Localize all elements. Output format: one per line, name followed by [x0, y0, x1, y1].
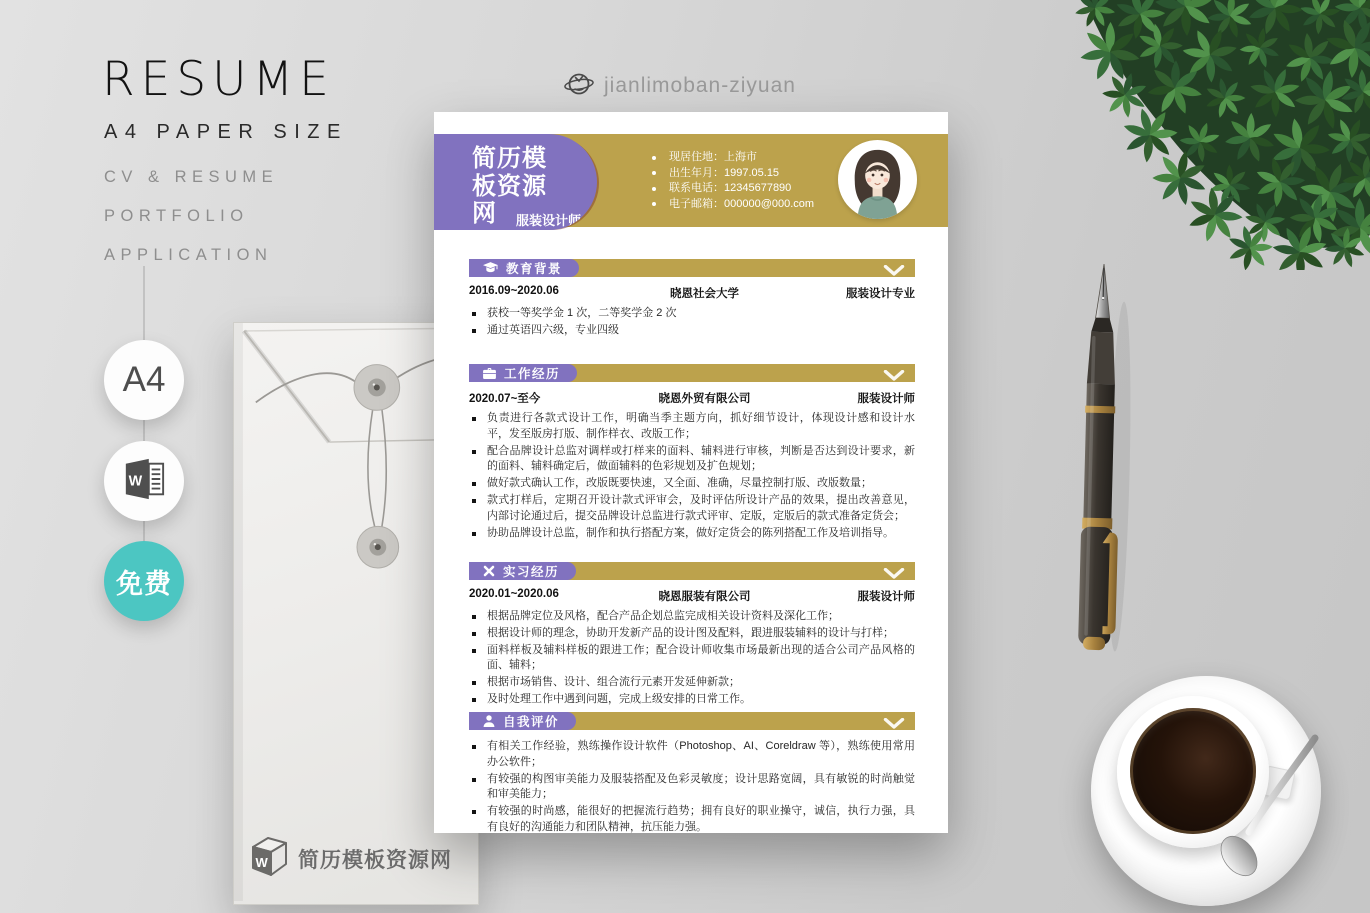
poster-subtitle: A4 PAPER SIZE: [104, 121, 348, 143]
bullet-item: 根据设计师的理念，协助开发新产品的设计图及配料，跟进服装辅料的设计与打样；: [469, 626, 915, 642]
bullet-dot-icon: [652, 202, 656, 206]
graduation-cap-icon: [483, 262, 498, 274]
cube-w-icon: [246, 833, 290, 884]
bullet-item: 获校一等奖学金 1 次，二等奖学金 2 次: [469, 306, 915, 322]
entry-role: 服装设计师: [857, 591, 915, 603]
bullet-item: 做好款式确认工作，改版既要快速，又全面、准确，尽量控制打版、改版数量；: [469, 476, 915, 492]
section-header-bar: [469, 712, 915, 730]
poster-line-portfolio: PORTFOLIO: [104, 207, 249, 225]
poster-line-application: APPLICATION: [104, 246, 273, 264]
entry-role: 服装设计专业: [846, 288, 915, 300]
site-logo-text: 简历模板资源网: [298, 848, 452, 872]
bullet-item: 有较强的时尚感，能很好的把握流行趋势；拥有良好的职业操守，诚信，执行力强，具有良好的沟通能力和团队精神，抗压能力强。: [469, 804, 915, 836]
plant-decoration: [1065, 0, 1370, 270]
section-internship: [469, 562, 915, 709]
entry-role: 服装设计师: [857, 393, 915, 405]
bullet-dot-icon: [652, 187, 656, 191]
entry-organization: 晓恩服装有限公司: [658, 591, 751, 603]
brand-text: jianlimoban-ziyuan: [604, 74, 796, 97]
section-self-evaluation: [469, 712, 915, 837]
coffee-cup-decoration: [1091, 676, 1321, 906]
section-title: 自我评价: [503, 715, 560, 729]
contact-text: 电子邮箱：000000@000.com: [669, 197, 815, 210]
entry-organization: 晓恩社会大学: [670, 288, 739, 300]
chevron-down-icon: [883, 263, 905, 281]
site-logo: [246, 833, 452, 884]
contact-text: 联系电话：12345677890: [669, 182, 792, 194]
bullet-item: 协助品牌设计总监，制作和执行搭配方案，做好定货会的陈列搭配工作及培训指导。: [469, 526, 915, 542]
section-header-bar: [469, 259, 915, 277]
badge-word: [104, 441, 184, 521]
avatar: [838, 140, 917, 219]
poster-title: RESUME: [102, 52, 335, 107]
section-title-pill: [469, 364, 577, 382]
svg-text:W: W: [255, 855, 268, 870]
poster-line-cv-resume: CV & RESUME: [104, 168, 279, 186]
bullet-list: [469, 306, 915, 339]
entry-period: 2020.07~至今: [469, 393, 541, 405]
brand-logo: [564, 70, 796, 102]
bullet-item: 有较强的构图审美能力及服装搭配及色彩灵敏度；设计思路宽阔，具有敏锐的时尚触觉和审美能力；: [469, 772, 915, 804]
resume-page: [434, 112, 948, 833]
fountain-pen-decoration: [1062, 256, 1136, 656]
section-title: 实习经历: [503, 565, 560, 579]
section-entry-row: [469, 588, 915, 604]
bullet-list: [469, 411, 915, 541]
bullet-item: 及时处理工作中遇到问题，完成上级安排的日常工作。: [469, 692, 915, 708]
planet-icon: [564, 70, 594, 102]
bullet-item: 面料样板及辅料样板的跟进工作；配合设计师收集市场最新出现的适合公司产品风格的面、辅料；: [469, 643, 915, 675]
section-title: 工作经历: [504, 367, 561, 381]
section-entry-row: [469, 390, 915, 406]
badge-a4: A4: [104, 340, 184, 420]
bullet-item: 有相关工作经验，熟练操作设计软件（Photoshop、AI、Coreldraw 等），熟练使用常用办公软件；: [469, 739, 915, 771]
bullet-list: [469, 739, 915, 836]
bullet-item: 配合品牌设计总监对调样或打样来的面料、辅料进行审核，判断是否达到设计要求，新的面料、辅料确定后，做面辅料的色彩规划及扩色规划；: [469, 444, 915, 476]
bullet-item: 根据品牌定位及风格，配合产品企划总监完成相关设计资料及深化工作；: [469, 609, 915, 625]
entry-period: 2020.01~2020.06: [469, 588, 559, 600]
watermark-text: 简历模板资源网: [472, 145, 547, 227]
briefcase-icon: [483, 368, 496, 379]
word-logo-icon: [120, 457, 168, 506]
bullet-item: 根据市场销售、设计、组合流行元素开发延伸新款；: [469, 675, 915, 691]
chevron-down-icon: [883, 566, 905, 584]
section-title: 教育背景: [506, 262, 563, 276]
section-work: [469, 364, 915, 542]
section-entry-row: [469, 285, 915, 301]
badge-free: 免费: [104, 541, 184, 621]
bullet-item: 负责进行各款式设计工作，明确当季主题方向，抓好细节设计，体现设计感和设计水平，发至版房打版、制作样衣、改版工作；: [469, 411, 915, 443]
bullet-dot-icon: [652, 156, 656, 160]
section-header-bar: [469, 364, 915, 382]
person-icon: [483, 715, 495, 727]
section-title-pill: [469, 259, 579, 277]
entry-organization: 晓恩外贸有限公司: [658, 393, 751, 405]
contact-text: 现居住地：上海市: [669, 151, 757, 163]
svg-text:W: W: [128, 473, 143, 490]
bullet-item: 通过英语四六级，专业四级: [469, 323, 915, 339]
chevron-down-icon: [883, 716, 905, 734]
tools-icon: [483, 565, 495, 577]
section-header-bar: [469, 562, 915, 580]
section-title-pill: [469, 712, 576, 730]
section-title-pill: [469, 562, 576, 580]
chevron-down-icon: [883, 368, 905, 386]
header-name-blob: [434, 134, 597, 230]
section-education: [469, 259, 915, 340]
contact-text: 出生年月：1997.05.15: [669, 166, 780, 179]
bullet-list: [469, 609, 915, 708]
bullet-dot-icon: [652, 171, 656, 175]
entry-period: 2016.09~2020.06: [469, 285, 559, 297]
bullet-item: 款式打样后，定期召开设计款式评审会，及时评估所设计产品的效果，提出改善意见，内部讨论通过后，提交品牌设计总监进行款式评审、定版，定版后的款式准备定货会；: [469, 493, 915, 525]
spoon-icon: [1091, 676, 1321, 906]
job-title: 服装设计师: [516, 213, 582, 228]
